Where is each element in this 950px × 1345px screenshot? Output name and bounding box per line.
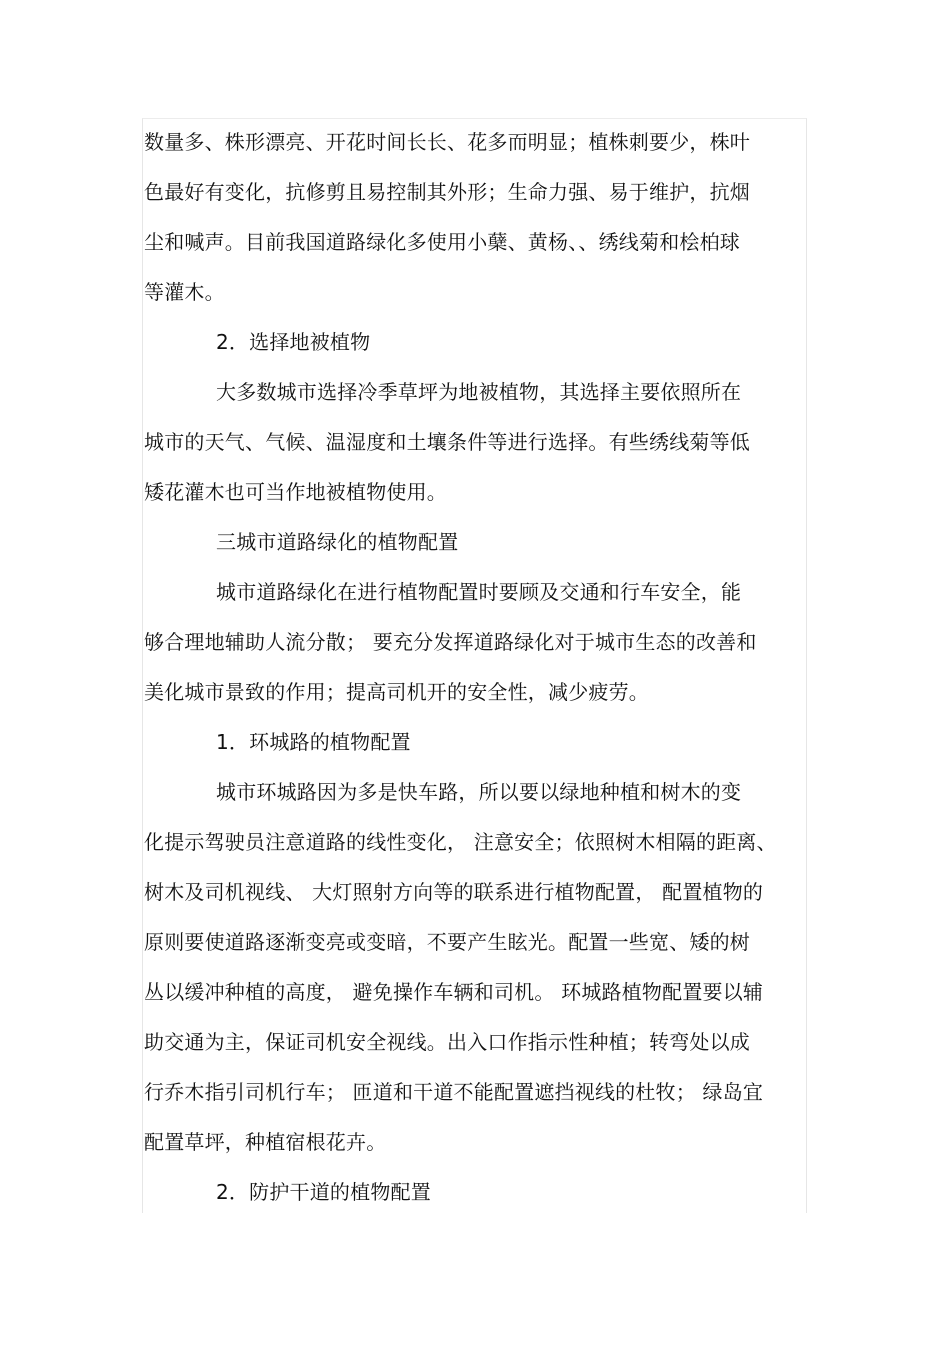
section-heading-plant-configuration: 三城市道路绿化的植物配置 xyxy=(216,530,459,554)
paragraph-line-14: 城市环城路因为多是快车路，所以要以绿地种植和树木的变 xyxy=(216,780,742,804)
paragraph-line-12: 美化城市景致的作用；提高司机开的安全性，减少疲劳。 xyxy=(144,680,649,704)
paragraph-line-4: 等灌木。 xyxy=(144,280,225,304)
paragraph-line-18: 丛以缓冲种植的高度， 避免操作车辆和司机。 环城路植物配置要以辅 xyxy=(144,980,764,1004)
section-heading-ring-road: 1．环城路的植物配置 xyxy=(216,730,411,754)
paragraph-line-19: 助交通为主，保证司机安全视线。出入口作指示性种植；转弯处以成 xyxy=(144,1030,750,1054)
section-heading-protective-road: 2．防护干道的植物配置 xyxy=(216,1180,431,1204)
paragraph-line-2: 色最好有变化，抗修剪且易控制其外形；生命力强、易于维护，抗烟 xyxy=(144,180,750,204)
paragraph-line-21: 配置草坪，种植宿根花卉。 xyxy=(144,1130,387,1154)
paragraph-line-11: 够合理地辅助人流分散； 要充分发挥道路绿化对于城市生态的改善和 xyxy=(144,630,757,654)
paragraph-line-10: 城市道路绿化在进行植物配置时要顾及交通和行车安全，能 xyxy=(216,580,742,604)
paragraph-line-16: 树木及司机视线、 大灯照射方向等的联系进行植物配置， 配置植物的 xyxy=(144,880,764,904)
section-heading-ground-cover: 2．选择地被植物 xyxy=(216,330,371,354)
paragraph-line-15: 化提示驾驶员注意道路的线性变化， 注意安全；依照树木相隔的距离、 xyxy=(144,830,777,854)
paragraph-line-7: 城市的天气、气候、温湿度和土壤条件等进行选择。有些绣线菊等低 xyxy=(144,430,750,454)
paragraph-line-8: 矮花灌木也可当作地被植物使用。 xyxy=(144,480,447,504)
paragraph-line-6: 大多数城市选择冷季草坪为地被植物，其选择主要依照所在 xyxy=(216,380,742,404)
paragraph-line-20: 行乔木指引司机行车； 匝道和干道不能配置遮挡视线的杜牧； 绿岛宜 xyxy=(144,1080,764,1104)
paragraph-line-1: 数量多、株形漂亮、开花时间长长、花多而明显；植株刺要少，株叶 xyxy=(144,130,750,154)
paragraph-line-3: 尘和喊声。目前我国道路绿化多使用小蘖、黄杨、、绣线菊和桧柏球 xyxy=(144,230,740,254)
paragraph-line-17: 原则要使道路逐渐变亮或变暗，不要产生眩光。配置一些宽、矮的树 xyxy=(144,930,750,954)
